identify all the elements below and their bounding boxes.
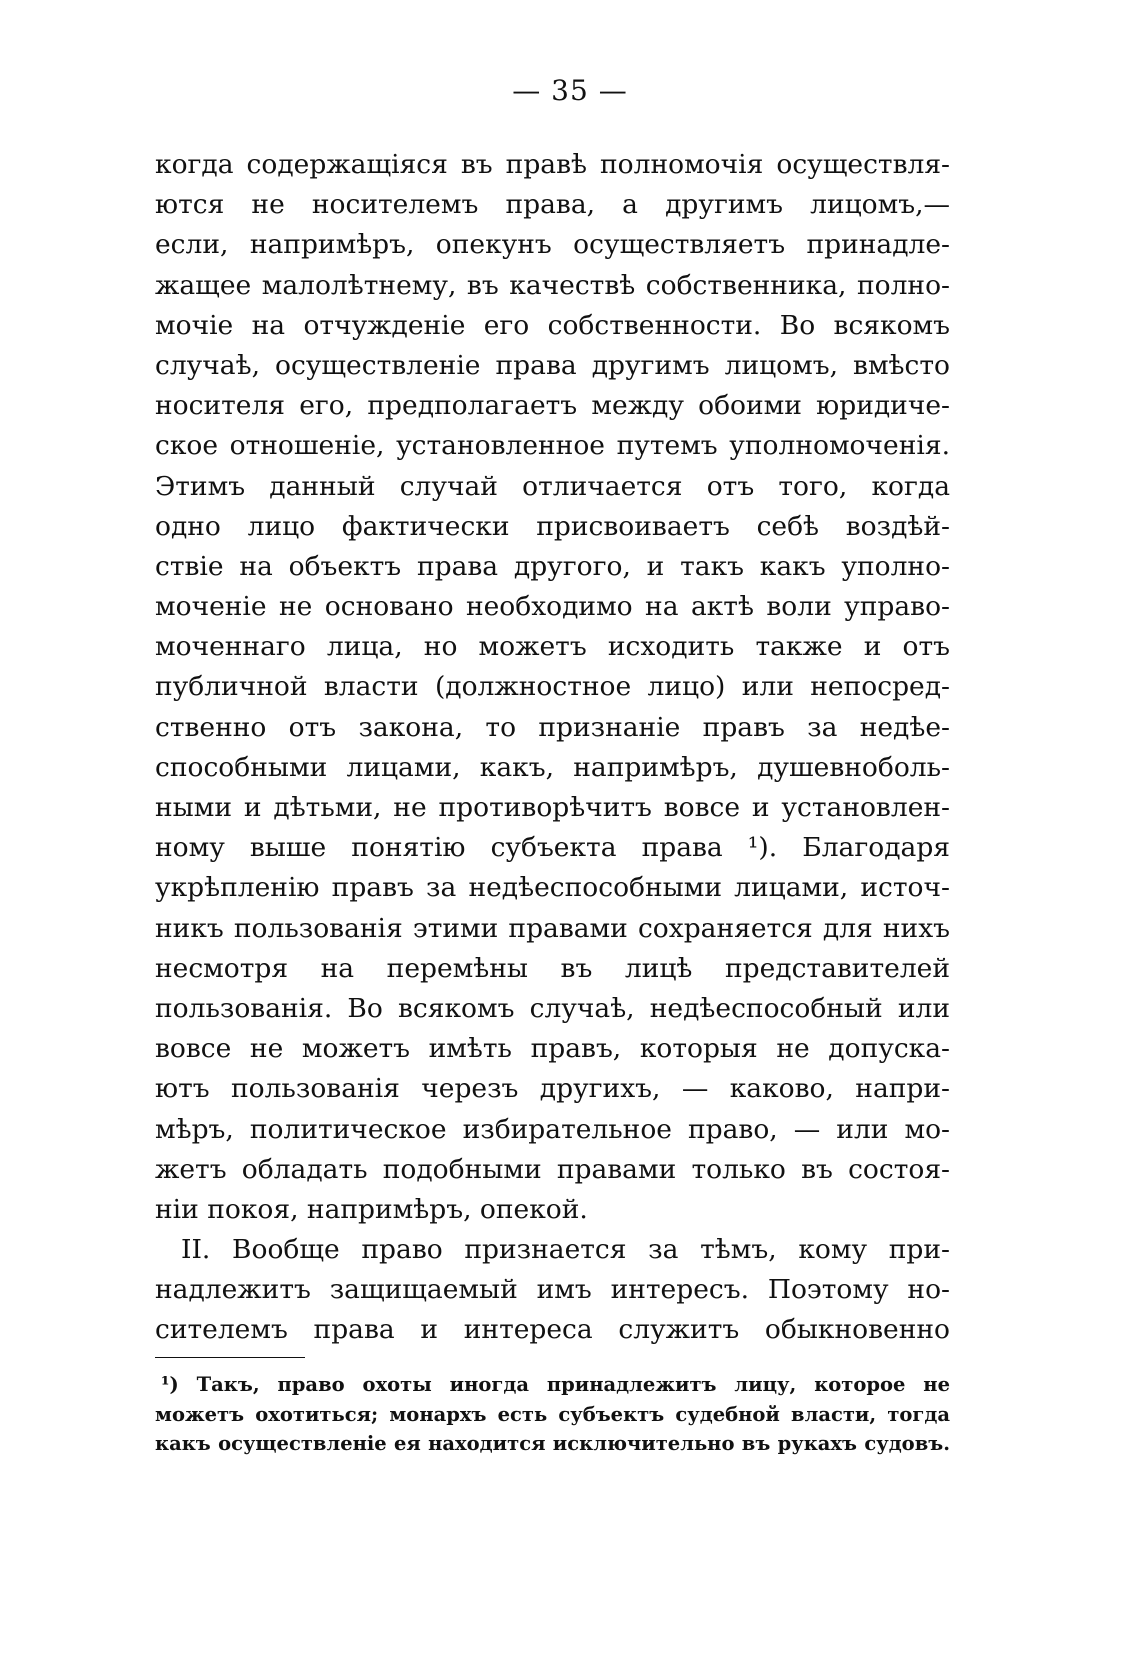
- footnote-divider: [155, 1357, 305, 1358]
- text-line: когда содержащіяся въ правѣ полномочія осуществля-: [155, 149, 950, 180]
- footnote-line: ¹) Такъ, право охоты иногда принадлежитъ лицу, которое не: [161, 1373, 950, 1396]
- text-line: ются не носителемъ права, а другимъ лицомъ,—: [155, 189, 950, 221]
- paragraph-start-line: II. Вообще право признается за тѣмъ, кому при-: [181, 1234, 950, 1266]
- text-line: публичной власти (должностное лицо) или непосред-: [155, 671, 950, 703]
- text-line: несмотря на перемѣны въ лицѣ представителей: [155, 952, 950, 984]
- text-line: ютъ пользованія черезъ другихъ, — каково, напри-: [155, 1073, 950, 1105]
- text-line: жащее малолѣтнему, въ качествѣ собственника, полно-: [155, 269, 950, 301]
- text-line: мѣръ, политическое избирательное право, — или мо-: [155, 1113, 950, 1145]
- text-line: надлежитъ защищаемый имъ интересъ. Поэтому но-: [155, 1274, 950, 1306]
- text-line: пользованія. Во всякомъ случаѣ, недѣеспособный или: [155, 992, 950, 1024]
- text-line: никъ пользованія этими правами сохраняется для нихъ: [155, 912, 950, 944]
- text-line: одно лицо фактически присвоиваетъ себѣ воздѣй-: [155, 510, 950, 542]
- footnote: [155, 1370, 950, 1459]
- footnote-line: можетъ охотиться; монархъ есть субъектъ судебной власти, тогда: [155, 1402, 950, 1426]
- text-line: жетъ обладать подобными правами только въ состоя-: [155, 1153, 950, 1185]
- text-line: если, напримѣръ, опекунъ осуществляетъ принадле-: [155, 229, 950, 261]
- text-line: ному выше понятію субъекта права ¹). Благодаря: [155, 832, 950, 864]
- paragraph-end-line: ніи покоя, напримѣръ, опекой.: [155, 1193, 588, 1225]
- text-line: сителемъ права и интереса служитъ обыкновенно: [155, 1314, 950, 1346]
- text-line: ственно отъ закона, то признаніе правъ за недѣе-: [155, 711, 950, 743]
- text-line: мочіе на отчужденіе его собственности. Во всякомъ: [155, 309, 950, 341]
- text-line: укрѣпленію правъ за недѣеспособными лицами, источ-: [155, 872, 950, 904]
- text-line: моченіе не основано необходимо на актѣ воли управо-: [155, 591, 950, 623]
- text-line: ское отношеніе, установленное путемъ уполномоченія.: [155, 430, 950, 462]
- text-line: ствіе на объектъ права другого, и такъ какъ уполно-: [155, 550, 950, 582]
- text-line: вовсе не можетъ имѣть правъ, которыя не допуска-: [155, 1033, 950, 1065]
- text-line: носителя его, предполагаетъ между обоими юридиче-: [155, 390, 950, 422]
- text-line: моченнаго лица, но можетъ исходить также и отъ: [155, 631, 950, 663]
- body-text: [155, 145, 950, 1351]
- text-line: случаѣ, осуществленіе права другимъ лицомъ, вмѣсто: [155, 349, 950, 381]
- page-number: — 35 —: [512, 74, 628, 107]
- footnote-line: какъ осуществленіе ея находится исключительно въ рукахъ судовъ.: [155, 1432, 950, 1455]
- text-line: способными лицами, какъ, напримѣръ, душевноболь-: [155, 751, 950, 783]
- text-line: Этимъ данный случай отличается отъ того, когда: [155, 470, 950, 502]
- text-line: ными и дѣтьми, не противорѣчитъ вовсе и установлен-: [155, 792, 950, 823]
